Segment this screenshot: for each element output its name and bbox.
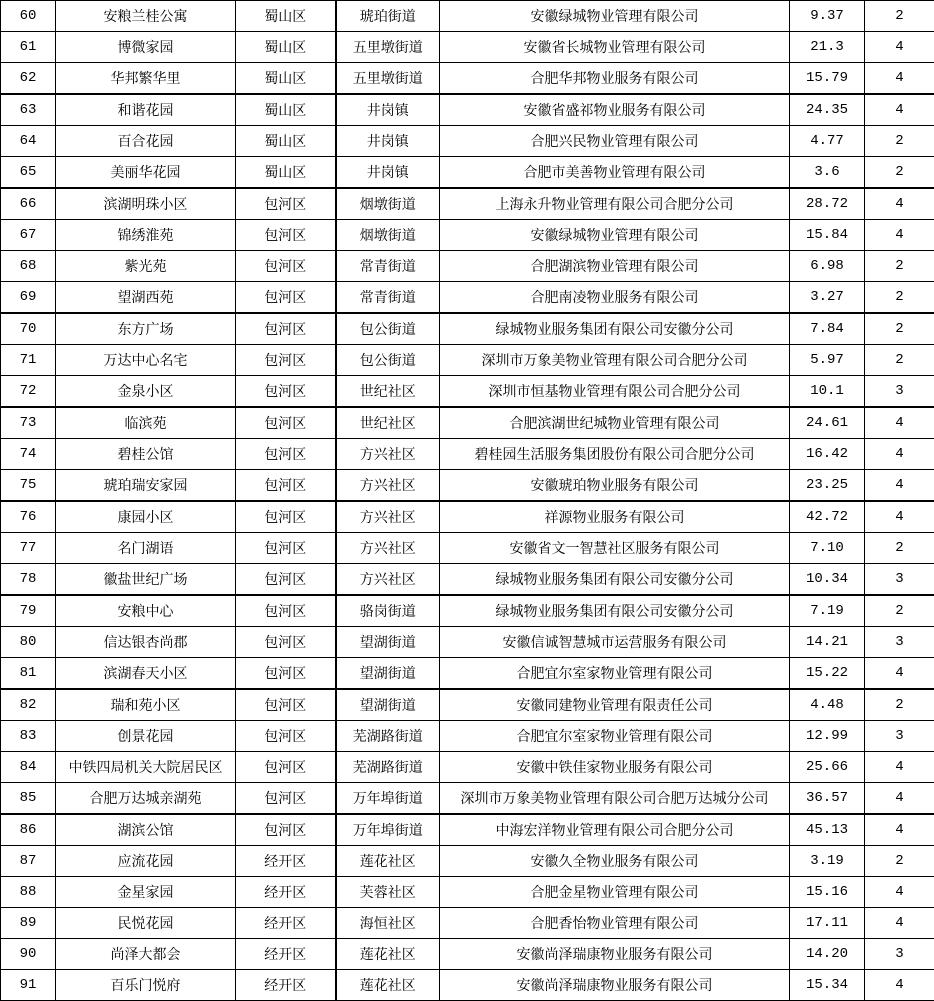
street-cell: 世纪社区 (336, 376, 440, 408)
rating-cell: 4 (865, 32, 934, 63)
property-company-cell: 合肥金星物业管理有限公司 (440, 877, 790, 908)
table-row (1, 220, 934, 251)
rating-cell: 4 (865, 220, 934, 251)
rating-cell: 4 (865, 814, 934, 846)
area-cell: 5.97 (790, 345, 865, 376)
district-cell: 包河区 (236, 533, 336, 564)
district-cell: 经开区 (236, 939, 336, 970)
row-number-cell: 73 (1, 407, 56, 439)
area-cell: 7.84 (790, 313, 865, 345)
area-cell: 3.27 (790, 282, 865, 314)
street-cell: 世纪社区 (336, 407, 440, 439)
row-number-cell: 90 (1, 939, 56, 970)
area-cell: 42.72 (790, 501, 865, 533)
property-company-cell: 安徽信诚智慧城市运营服务有限公司 (440, 627, 790, 658)
property-company-cell: 安徽琥珀物业服务有限公司 (440, 470, 790, 502)
area-cell: 23.25 (790, 470, 865, 502)
area-cell: 10.34 (790, 564, 865, 596)
property-company-cell: 安徽省文一智慧社区服务有限公司 (440, 533, 790, 564)
property-company-cell: 深圳市万象美物业管理有限公司合肥万达城分公司 (440, 783, 790, 815)
property-company-cell: 绿城物业服务集团有限公司安徽分公司 (440, 595, 790, 627)
table-row (1, 188, 934, 220)
street-cell: 方兴社区 (336, 439, 440, 470)
area-cell: 15.84 (790, 220, 865, 251)
table-row (1, 564, 934, 596)
property-company-cell: 合肥华邦物业服务有限公司 (440, 63, 790, 95)
table-row (1, 313, 934, 345)
community-name-cell: 万达中心名宅 (56, 345, 236, 376)
table-row (1, 282, 934, 314)
community-name-cell: 安粮兰桂公寓 (56, 1, 236, 32)
community-name-cell: 滨湖明珠小区 (56, 188, 236, 220)
rating-cell: 4 (865, 877, 934, 908)
row-number-cell: 68 (1, 251, 56, 282)
community-name-cell: 湖滨公馆 (56, 814, 236, 846)
community-name-cell: 康园小区 (56, 501, 236, 533)
rating-cell: 2 (865, 1, 934, 32)
row-number-cell: 62 (1, 63, 56, 95)
community-name-cell: 百合花园 (56, 126, 236, 157)
rating-cell: 4 (865, 94, 934, 126)
district-cell: 包河区 (236, 595, 336, 627)
rating-cell: 2 (865, 157, 934, 189)
district-cell: 蜀山区 (236, 63, 336, 95)
street-cell: 井岗镇 (336, 126, 440, 157)
community-name-cell: 金星家园 (56, 877, 236, 908)
community-name-cell: 民悦花园 (56, 908, 236, 939)
row-number-cell: 81 (1, 658, 56, 690)
community-name-cell: 应流花园 (56, 846, 236, 877)
street-cell: 常青街道 (336, 282, 440, 314)
street-cell: 海恒社区 (336, 908, 440, 939)
street-cell: 井岗镇 (336, 94, 440, 126)
area-cell: 17.11 (790, 908, 865, 939)
community-name-cell: 紫光苑 (56, 251, 236, 282)
property-company-cell: 合肥南凌物业服务有限公司 (440, 282, 790, 314)
row-number-cell: 80 (1, 627, 56, 658)
table-row (1, 908, 934, 939)
street-cell: 望湖街道 (336, 689, 440, 721)
table-row (1, 877, 934, 908)
property-company-cell: 安徽中铁佳家物业服务有限公司 (440, 752, 790, 783)
community-name-cell: 博微家园 (56, 32, 236, 63)
community-name-cell: 名门湖语 (56, 533, 236, 564)
row-number-cell: 86 (1, 814, 56, 846)
street-cell: 方兴社区 (336, 470, 440, 502)
district-cell: 包河区 (236, 282, 336, 314)
row-number-cell: 71 (1, 345, 56, 376)
rating-cell: 2 (865, 595, 934, 627)
area-cell: 28.72 (790, 188, 865, 220)
community-name-cell: 尚泽大都会 (56, 939, 236, 970)
area-cell: 24.35 (790, 94, 865, 126)
street-cell: 莲花社区 (336, 939, 440, 970)
row-number-cell: 79 (1, 595, 56, 627)
rating-cell: 2 (865, 345, 934, 376)
row-number-cell: 76 (1, 501, 56, 533)
rating-cell: 3 (865, 627, 934, 658)
row-number-cell: 83 (1, 721, 56, 752)
table-row (1, 94, 934, 126)
area-cell: 3.6 (790, 157, 865, 189)
table-row (1, 939, 934, 970)
table-row (1, 970, 934, 1001)
row-number-cell: 65 (1, 157, 56, 189)
property-company-cell: 安徽尚泽瑞康物业服务有限公司 (440, 939, 790, 970)
table-row (1, 752, 934, 783)
row-number-cell: 78 (1, 564, 56, 596)
district-cell: 蜀山区 (236, 1, 336, 32)
street-cell: 芜湖路街道 (336, 752, 440, 783)
property-company-cell: 合肥香怡物业管理有限公司 (440, 908, 790, 939)
area-cell: 7.10 (790, 533, 865, 564)
rating-cell: 2 (865, 313, 934, 345)
community-name-cell: 碧桂公馆 (56, 439, 236, 470)
district-cell: 经开区 (236, 877, 336, 908)
community-name-cell: 徽盐世纪广场 (56, 564, 236, 596)
community-name-cell: 瑞和苑小区 (56, 689, 236, 721)
property-company-cell: 中海宏洋物业管理有限公司合肥分公司 (440, 814, 790, 846)
community-name-cell: 华邦繁华里 (56, 63, 236, 95)
community-name-cell: 和谐花园 (56, 94, 236, 126)
table-row (1, 126, 934, 157)
row-number-cell: 64 (1, 126, 56, 157)
district-cell: 包河区 (236, 220, 336, 251)
street-cell: 烟墩街道 (336, 188, 440, 220)
district-cell: 包河区 (236, 407, 336, 439)
row-number-cell: 67 (1, 220, 56, 251)
property-company-cell: 上海永升物业管理有限公司合肥分公司 (440, 188, 790, 220)
street-cell: 五里墩街道 (336, 63, 440, 95)
area-cell: 14.20 (790, 939, 865, 970)
street-cell: 莲花社区 (336, 846, 440, 877)
street-cell: 芜湖路街道 (336, 721, 440, 752)
table-row (1, 627, 934, 658)
street-cell: 五里墩街道 (336, 32, 440, 63)
district-cell: 包河区 (236, 251, 336, 282)
area-cell: 45.13 (790, 814, 865, 846)
property-company-cell: 安徽绿城物业管理有限公司 (440, 1, 790, 32)
row-number-cell: 82 (1, 689, 56, 721)
area-cell: 25.66 (790, 752, 865, 783)
rating-cell: 4 (865, 439, 934, 470)
rating-cell: 2 (865, 282, 934, 314)
row-number-cell: 89 (1, 908, 56, 939)
rating-cell: 3 (865, 564, 934, 596)
rating-cell: 4 (865, 63, 934, 95)
district-cell: 包河区 (236, 564, 336, 596)
area-cell: 15.79 (790, 63, 865, 95)
rating-cell: 2 (865, 251, 934, 282)
row-number-cell: 87 (1, 846, 56, 877)
area-cell: 36.57 (790, 783, 865, 815)
area-cell: 14.21 (790, 627, 865, 658)
property-company-cell: 深圳市万象美物业管理有限公司合肥分公司 (440, 345, 790, 376)
property-company-cell: 安徽久全物业服务有限公司 (440, 846, 790, 877)
district-cell: 经开区 (236, 908, 336, 939)
street-cell: 方兴社区 (336, 533, 440, 564)
district-cell: 蜀山区 (236, 126, 336, 157)
street-cell: 包公街道 (336, 313, 440, 345)
street-cell: 包公街道 (336, 345, 440, 376)
street-cell: 莲花社区 (336, 970, 440, 1001)
community-name-cell: 琥珀瑞安家园 (56, 470, 236, 502)
row-number-cell: 74 (1, 439, 56, 470)
rating-cell: 4 (865, 970, 934, 1001)
rating-cell: 4 (865, 658, 934, 690)
table-row (1, 783, 934, 815)
district-cell: 蜀山区 (236, 94, 336, 126)
district-cell: 经开区 (236, 846, 336, 877)
area-cell: 15.16 (790, 877, 865, 908)
district-cell: 包河区 (236, 689, 336, 721)
property-company-cell: 深圳市恒基物业管理有限公司合肥分公司 (440, 376, 790, 408)
district-cell: 包河区 (236, 439, 336, 470)
table-row (1, 721, 934, 752)
property-company-cell: 合肥兴民物业管理有限公司 (440, 126, 790, 157)
rating-cell: 2 (865, 846, 934, 877)
table-row (1, 345, 934, 376)
table-body (1, 1, 934, 1001)
district-cell: 蜀山区 (236, 32, 336, 63)
rating-cell: 4 (865, 783, 934, 815)
area-cell: 4.48 (790, 689, 865, 721)
property-company-cell: 合肥湖滨物业管理有限公司 (440, 251, 790, 282)
district-cell: 包河区 (236, 752, 336, 783)
row-number-cell: 77 (1, 533, 56, 564)
table-row (1, 689, 934, 721)
property-company-cell: 合肥滨湖世纪城物业管理有限公司 (440, 407, 790, 439)
rating-cell: 4 (865, 470, 934, 502)
rating-cell: 4 (865, 407, 934, 439)
rating-cell: 3 (865, 939, 934, 970)
property-company-cell: 安徽尚泽瑞康物业服务有限公司 (440, 970, 790, 1001)
rating-cell: 4 (865, 908, 934, 939)
district-cell: 包河区 (236, 814, 336, 846)
district-cell: 包河区 (236, 783, 336, 815)
community-name-cell: 美丽华花园 (56, 157, 236, 189)
community-name-cell: 创景花园 (56, 721, 236, 752)
area-cell: 6.98 (790, 251, 865, 282)
community-name-cell: 百乐门悦府 (56, 970, 236, 1001)
table-row (1, 846, 934, 877)
district-cell: 蜀山区 (236, 157, 336, 189)
table-row (1, 439, 934, 470)
street-cell: 方兴社区 (336, 564, 440, 596)
table-row (1, 814, 934, 846)
row-number-cell: 66 (1, 188, 56, 220)
table-row (1, 533, 934, 564)
row-number-cell: 85 (1, 783, 56, 815)
property-company-cell: 安徽同建物业管理有限责任公司 (440, 689, 790, 721)
rating-cell: 2 (865, 533, 934, 564)
property-company-cell: 绿城物业服务集团有限公司安徽分公司 (440, 564, 790, 596)
property-company-cell: 安徽省长城物业管理有限公司 (440, 32, 790, 63)
row-number-cell: 88 (1, 877, 56, 908)
table-row (1, 376, 934, 408)
area-cell: 15.22 (790, 658, 865, 690)
community-name-cell: 锦绣淮苑 (56, 220, 236, 251)
district-cell: 包河区 (236, 345, 336, 376)
property-company-cell: 合肥宜尔室家物业管理有限公司 (440, 721, 790, 752)
district-cell: 包河区 (236, 376, 336, 408)
street-cell: 万年埠街道 (336, 783, 440, 815)
district-cell: 经开区 (236, 970, 336, 1001)
street-cell: 骆岗街道 (336, 595, 440, 627)
community-name-cell: 临滨苑 (56, 407, 236, 439)
area-cell: 16.42 (790, 439, 865, 470)
rating-cell: 4 (865, 188, 934, 220)
row-number-cell: 69 (1, 282, 56, 314)
table-row (1, 1, 934, 32)
table-row (1, 63, 934, 95)
street-cell: 芙蓉社区 (336, 877, 440, 908)
community-name-cell: 中铁四局机关大院居民区 (56, 752, 236, 783)
row-number-cell: 91 (1, 970, 56, 1001)
street-cell: 万年埠街道 (336, 814, 440, 846)
street-cell: 烟墩街道 (336, 220, 440, 251)
table-row (1, 470, 934, 502)
district-cell: 包河区 (236, 627, 336, 658)
area-cell: 3.19 (790, 846, 865, 877)
district-cell: 包河区 (236, 470, 336, 502)
district-cell: 包河区 (236, 313, 336, 345)
area-cell: 12.99 (790, 721, 865, 752)
row-number-cell: 60 (1, 1, 56, 32)
row-number-cell: 70 (1, 313, 56, 345)
property-company-cell: 合肥市美善物业管理有限公司 (440, 157, 790, 189)
row-number-cell: 72 (1, 376, 56, 408)
property-company-cell: 合肥宜尔室家物业管理有限公司 (440, 658, 790, 690)
district-cell: 包河区 (236, 188, 336, 220)
street-cell: 方兴社区 (336, 501, 440, 533)
street-cell: 琥珀街道 (336, 1, 440, 32)
row-number-cell: 61 (1, 32, 56, 63)
property-company-cell: 祥源物业服务有限公司 (440, 501, 790, 533)
property-company-cell: 碧桂园生活服务集团股份有限公司合肥分公司 (440, 439, 790, 470)
rating-cell: 3 (865, 721, 934, 752)
table-row (1, 501, 934, 533)
district-cell: 包河区 (236, 658, 336, 690)
row-number-cell: 63 (1, 94, 56, 126)
area-cell: 15.34 (790, 970, 865, 1001)
property-company-cell: 安徽绿城物业管理有限公司 (440, 220, 790, 251)
rating-cell: 4 (865, 752, 934, 783)
district-cell: 包河区 (236, 721, 336, 752)
area-cell: 21.3 (790, 32, 865, 63)
table-row (1, 157, 934, 189)
table-row (1, 407, 934, 439)
area-cell: 9.37 (790, 1, 865, 32)
rating-cell: 4 (865, 501, 934, 533)
community-name-cell: 东方广场 (56, 313, 236, 345)
rating-cell: 2 (865, 126, 934, 157)
street-cell: 望湖街道 (336, 658, 440, 690)
district-cell: 包河区 (236, 501, 336, 533)
community-name-cell: 滨湖春天小区 (56, 658, 236, 690)
table-row (1, 595, 934, 627)
table-row (1, 658, 934, 690)
table-row (1, 32, 934, 63)
community-name-cell: 信达银杏尚郡 (56, 627, 236, 658)
area-cell: 10.1 (790, 376, 865, 408)
area-cell: 24.61 (790, 407, 865, 439)
rating-cell: 2 (865, 689, 934, 721)
community-name-cell: 望湖西苑 (56, 282, 236, 314)
area-cell: 4.77 (790, 126, 865, 157)
rating-cell: 3 (865, 376, 934, 408)
property-company-cell: 绿城物业服务集团有限公司安徽分公司 (440, 313, 790, 345)
community-name-cell: 合肥万达城亲湖苑 (56, 783, 236, 815)
street-cell: 常青街道 (336, 251, 440, 282)
property-company-cell: 安徽省盛祁物业服务有限公司 (440, 94, 790, 126)
area-cell: 7.19 (790, 595, 865, 627)
community-name-cell: 金泉小区 (56, 376, 236, 408)
street-cell: 井岗镇 (336, 157, 440, 189)
row-number-cell: 84 (1, 752, 56, 783)
table-row (1, 251, 934, 282)
street-cell: 望湖街道 (336, 627, 440, 658)
community-name-cell: 安粮中心 (56, 595, 236, 627)
row-number-cell: 75 (1, 470, 56, 502)
